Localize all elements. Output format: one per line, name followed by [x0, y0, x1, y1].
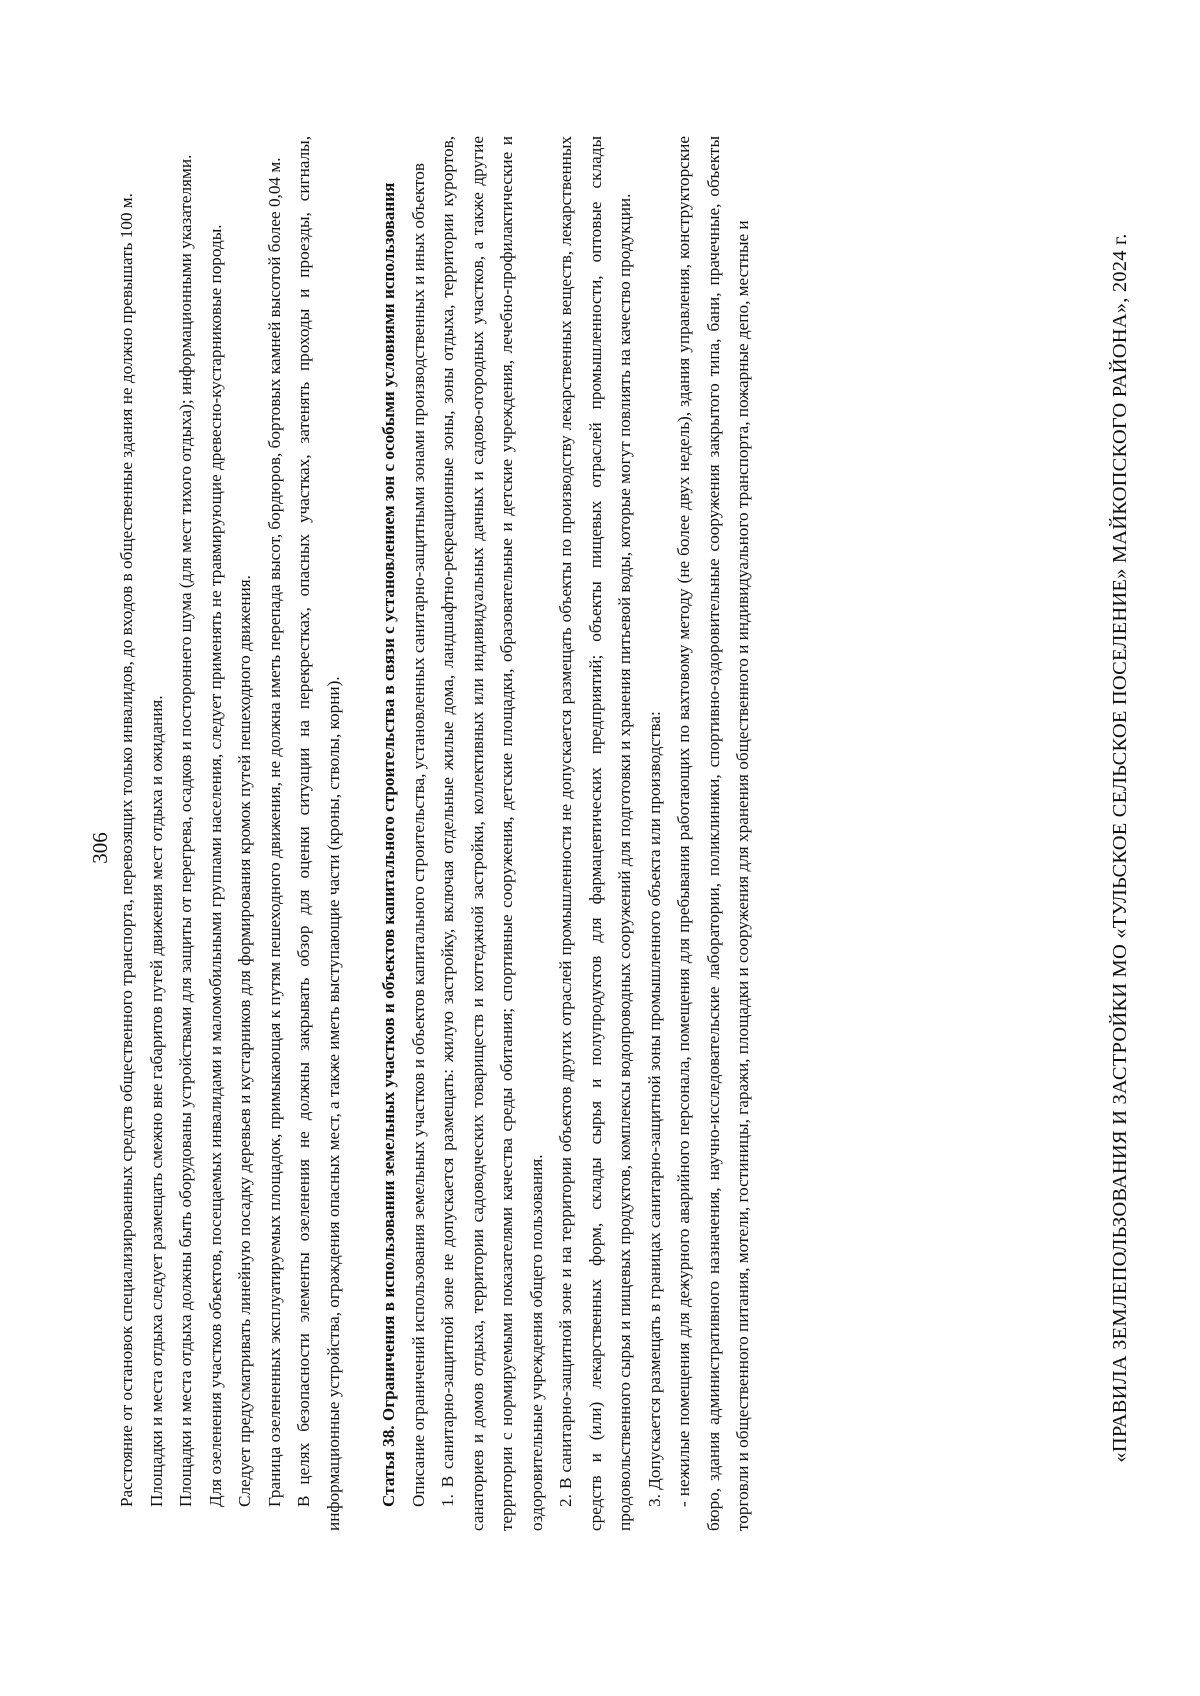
paragraph: Для озеленения участков объектов, посещаемых инвалидами и маломобильными группами населения, следует применять не травмирующие древесно-кустарниковые породы.: [205, 224, 225, 1507]
paragraph: 3. Допускается размещать в границах санитарно-защитной зоны промышленного объекта или производства:: [644, 711, 664, 1507]
paragraph: 1. В санитарно-защитной зоне не допускается размещать: жилую застройку, включая отдельные жилые дома, ландшафтно-рекреационные зоны, зоны отдыха, территории курортов, санаториев и домов отдыха, территории садоводческих товариществ и коттеджной застройки, коллективных или индивидуальных дачных и садово-огородных участков, а также другие территории с нормируемыми показателями качества среды обитания; спортивные сооружения, детские площадки, образовательные и детские учреждения, лечебно-профилактические и оздоровительные учреждения общего пользования.: [438, 136, 546, 1531]
paragraph: Следует предусматривать линейную посадку деревьев и кустарников для формирования кромок путей пешеходного движения.: [235, 575, 254, 1507]
document-body: [112, 136, 758, 1531]
page-number: 306: [88, 832, 112, 864]
paragraph: В целях безопасности элементы озеленения не должны закрывать обзор для оценки ситуации на перекрестках, опасных участках, затенять проходы и проезды, сигналы, информационные устройства, ограждения опасных мест, а также иметь выступающие части (кроны, стволы, корни).: [294, 136, 343, 1531]
article-title: Ограничения в использовании земельных участков и объектов капитального строительства в связи с установлением зон с особыми условиями использования: [379, 182, 398, 1422]
paragraph: Расстояние от остановок специализированных средств общественного транспорта, перевозящих только инвалидов, до входов в общественные здания не должно превышать 100 м.: [117, 193, 136, 1507]
paragraph: - нежилые помещения для дежурного аварийного персонала, помещения для пребывания работающих по вахтовому методу (не более двух недель), здания управления, конструкторские бюро, здания административного назначения, научно-исследовательские лаборатории, поликлиники, спортивно-оздоровительные сооружения закрытого типа, бани, прачечные, объекты торговли и общественного питания, мотели, гостиницы, гаражи, площадки и сооружения для хранения общественного и индивидуального транспорта, пожарные депо, местные и: [674, 136, 752, 1531]
paragraph: Граница озелененных эксплуатируемых площадок, примыкающая к путям пешеходного движения, не должна иметь перепада высот, бордюров, бортовых камней высотой более 0,04 м.: [264, 157, 284, 1507]
article-heading: [374, 136, 404, 1531]
document-footer: «ПРАВИЛА ЗЕМЛЕПОЛЬЗОВАНИЯ И ЗАСТРОЙКИ МО «ТУЛЬСКОЕ СЕЛЬСКОЕ ПОСЕЛЕНИЕ» МАЙКОПСКОГО РАЙОНА», 2024 г.: [1109, 233, 1131, 1463]
article-number: Статья 38.: [379, 1425, 398, 1507]
paragraph: Площадки и места отдыха должны быть оборудованы устройствами для защиты от перегрева, осадков и постороннего шума (для мест тихого отдыха); информационными указателями.: [176, 154, 195, 1507]
paragraph: Описание ограничений использования земельных участков и объектов капитального строительства, установленных санитарно-защитными зонами производственных и иных объектов: [408, 163, 428, 1507]
paragraph: 2. В санитарно-защитной зоне и на территории объектов других отраслей промышленности не допускается размещать объекты по производству лекарственных веществ, лекарственных средств и (или) лекарственных форм, склады сырья и полупродуктов для фармацевтических предприятий; объекты пищевых отраслей промышленности, оптовые склады продовольственного сырья и пищевых продуктов, комплексы водопроводных сооружений для подготовки и хранения питьевой воды, которые могут повлиять на качество продукции.: [556, 136, 634, 1531]
paragraph: Площадки и места отдыха следует размещать смежно вне габаритов путей движения мест отдыха и ожидания.: [146, 695, 166, 1507]
